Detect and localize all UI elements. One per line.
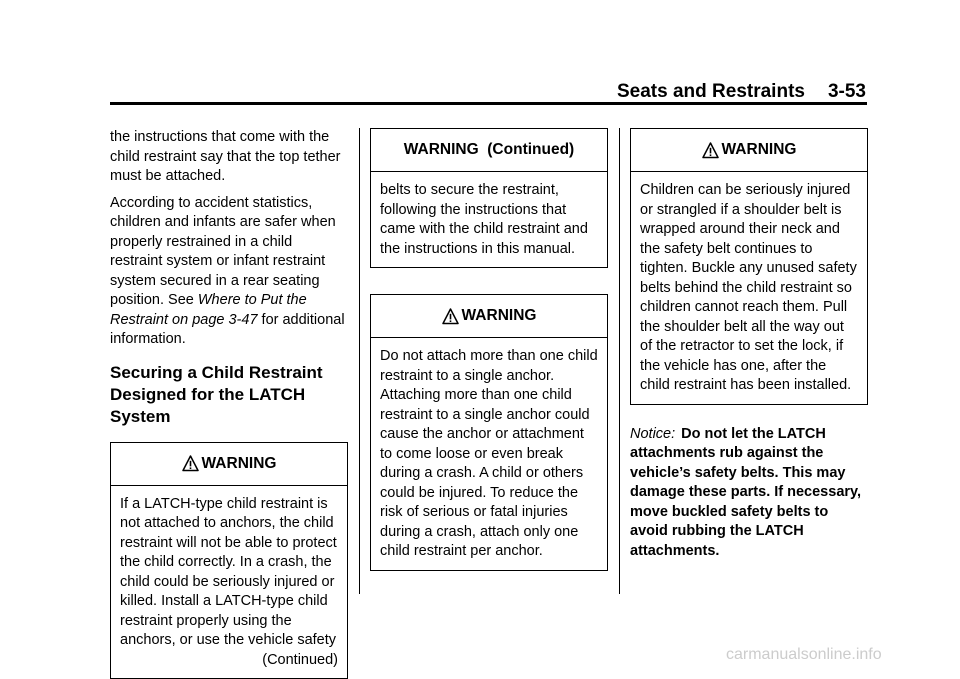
watermark-footer: carmanualsonline.info xyxy=(726,646,882,664)
warning-text: If a LATCH-type child restraint is not attached to anchors, the child restraint will not be able to protect the child correctly. In a crash, the child could be seriously injured or killed. Install a LATCH-type child restraint properly using the anchors, or use the vehicle safety xyxy=(120,495,338,651)
section-title: Seats and Restraints xyxy=(617,80,805,104)
column-3 xyxy=(630,128,868,561)
warning-header xyxy=(631,129,867,172)
column-divider xyxy=(619,128,620,594)
warning-header xyxy=(371,129,607,172)
warning-title: WARNING xyxy=(202,454,277,474)
warning-body xyxy=(371,338,607,570)
paragraph-text: According to accident statistics, children and infants are safer when properly restrained in a child restraint system or infant restraint system secured in a rear seating position. See xyxy=(110,195,336,309)
warning-header xyxy=(111,443,347,486)
section-heading: Securing a Child Restraint Designed for the LATCH System xyxy=(110,362,348,428)
warning-header xyxy=(371,295,607,338)
page-header xyxy=(612,80,866,104)
warning-triangle-icon xyxy=(702,142,719,159)
warning-triangle-icon xyxy=(182,455,199,472)
warning-body xyxy=(631,172,867,404)
warning-box-continued xyxy=(370,128,608,268)
warning-box xyxy=(110,442,348,679)
warning-text: Children can be seriously injured or strangled if a shoulder belt is wrapped around their neck and the safety belt continues to tighten. Buckle any unused safety belts behind the child restraint so children cannot reach them. Pull the shoulder belt all the way out of the retractor to set the lock, if the vehicle has one, after the child restraint has been installed. xyxy=(640,181,858,396)
warning-triangle-icon xyxy=(442,308,459,325)
warning-title: WARNING (Continued) xyxy=(404,140,574,160)
warning-body xyxy=(371,172,607,267)
page-number: 3-53 xyxy=(828,80,866,104)
column-1 xyxy=(110,128,348,679)
paragraph xyxy=(110,194,348,350)
warning-title: WARNING xyxy=(722,140,797,160)
notice-label: Notice: xyxy=(630,426,675,442)
warning-box xyxy=(370,294,608,571)
continued-label: (Continued) xyxy=(120,651,338,671)
warning-title: WARNING xyxy=(462,306,537,326)
notice-paragraph xyxy=(630,425,868,562)
paragraph-text: for additional information. xyxy=(110,312,345,348)
warning-box xyxy=(630,128,868,405)
header-rule xyxy=(110,102,867,105)
cross-reference-link[interactable]: Where to Put the Restraint on page 3-47 xyxy=(110,292,307,328)
column-divider xyxy=(359,128,360,594)
warning-text: belts to secure the restraint, following the instructions that came with the child restraint and the instructions in this manual. xyxy=(380,181,598,259)
warning-text: Do not attach more than one child restraint to a single anchor. Attaching more than one child restraint to a single anchor could cause the anchor or attachment to come loose or even break during a crash. A child or others could be injured. To reduce the risk of serious or fatal injuries during a crash, attach only one child restraint per anchor. xyxy=(380,347,598,562)
paragraph: the instructions that come with the child restraint say that the top tether must be attached. xyxy=(110,128,348,187)
warning-body xyxy=(111,486,347,679)
notice-text: Do not let the LATCH attachments rub against the vehicle’s safety belts. This may damage these parts. If necessary, move buckled safety belts to avoid rubbing the LATCH attachments. xyxy=(630,426,861,559)
column-2 xyxy=(370,128,608,571)
